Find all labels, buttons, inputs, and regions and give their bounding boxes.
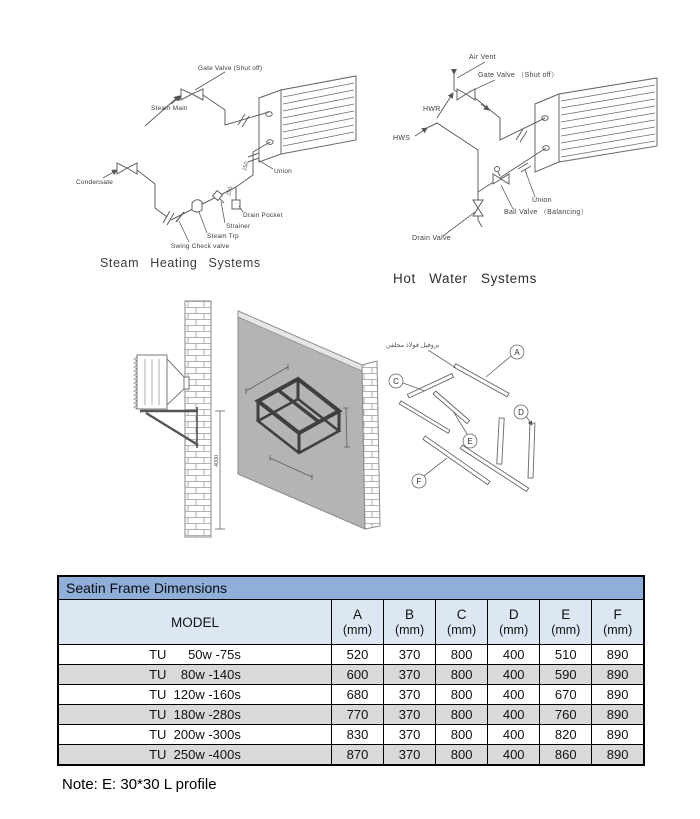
dim-cell: 870 xyxy=(331,745,383,766)
hwr-label: HWR xyxy=(423,106,441,113)
dim-cell: 760 xyxy=(540,705,592,725)
dim-cell: 510 xyxy=(540,645,592,665)
col-letter: A xyxy=(352,607,362,622)
table-title: Seatin Frame Dimensions xyxy=(58,576,644,600)
part-label-c: C xyxy=(393,377,399,386)
dim-cell: 400 xyxy=(488,685,540,705)
model-cell: TU 50w -75s xyxy=(58,645,331,665)
air-vent-label: Air Vent xyxy=(469,54,496,61)
wall-bracket-side-view xyxy=(134,301,225,537)
dim-cell: 890 xyxy=(592,645,644,665)
gate-valve-label: Gate Valve （Shut off） xyxy=(478,72,559,79)
col-letter: B xyxy=(405,607,415,622)
model-cell: TU 180w -280s xyxy=(58,705,331,725)
col-header-e xyxy=(540,600,592,645)
wall-height-dim: 4000 xyxy=(214,454,220,467)
condensate-label: Condensate xyxy=(76,179,114,186)
table-row xyxy=(58,705,644,725)
col-letter: D xyxy=(508,607,519,622)
dim-cell: 800 xyxy=(436,745,488,766)
installation-drawings xyxy=(0,295,700,550)
table-row xyxy=(58,685,644,705)
hot-water-piping-diagram xyxy=(385,40,685,290)
table-header-row xyxy=(58,600,644,645)
dim-cell: 830 xyxy=(331,725,383,745)
steam-diagram-caption: Steam Heating Systems xyxy=(100,256,261,270)
dim-cell: 890 xyxy=(592,705,644,725)
pipe-dim-lower: 250 xyxy=(226,186,235,197)
part-label-f: F xyxy=(416,477,422,486)
col-unit: (mm) xyxy=(447,623,477,637)
dim-cell: 800 xyxy=(436,725,488,745)
dim-cell: 860 xyxy=(540,745,592,766)
frame-on-wall-view xyxy=(238,311,380,529)
dim-cell: 370 xyxy=(384,705,436,725)
col-header-b xyxy=(384,600,436,645)
col-header-c xyxy=(436,600,488,645)
dim-cell: 890 xyxy=(592,685,644,705)
dim-cell: 370 xyxy=(384,665,436,685)
dim-cell: 890 xyxy=(592,665,644,685)
dim-cell: 370 xyxy=(384,645,436,665)
arabic-profile-note: بروفيل فولاذ مجلفن xyxy=(386,342,440,349)
dim-cell: 820 xyxy=(540,725,592,745)
dim-cell: 890 xyxy=(592,725,644,745)
dim-cell: 670 xyxy=(540,685,592,705)
col-header-model: MODEL xyxy=(58,600,331,645)
table-row xyxy=(58,665,644,685)
table-row xyxy=(58,725,644,745)
drain-valve-label: Drain Valve xyxy=(412,235,451,242)
part-label-a: A xyxy=(514,348,520,357)
col-unit: (mm) xyxy=(499,623,529,637)
col-header-a xyxy=(331,600,383,645)
col-header-d xyxy=(488,600,540,645)
dim-cell: 680 xyxy=(331,685,383,705)
unit-heater-drawing xyxy=(259,76,356,162)
dim-cell: 370 xyxy=(384,685,436,705)
col-unit: (mm) xyxy=(551,623,581,637)
dim-cell: 600 xyxy=(331,665,383,685)
dim-cell: 400 xyxy=(488,665,540,685)
col-unit: (mm) xyxy=(342,623,373,637)
dim-cell: 520 xyxy=(331,645,383,665)
dim-cell: 800 xyxy=(436,665,488,685)
dim-cell: 590 xyxy=(540,665,592,685)
model-cell: TU 80w -140s xyxy=(58,665,331,685)
dim-cell: 400 xyxy=(488,645,540,665)
dim-cell: 770 xyxy=(331,705,383,725)
col-unit: (mm) xyxy=(394,623,425,637)
hot-water-diagram-caption: Hot Water Systems xyxy=(393,271,537,286)
steam-piping-diagram xyxy=(75,40,375,280)
col-unit: (mm) xyxy=(603,623,633,637)
steam-main-label: Steam Main xyxy=(151,105,188,112)
strainer-label: Strainer xyxy=(226,223,251,230)
col-header-f xyxy=(592,600,644,645)
swing-check-label: Swing Check valve xyxy=(171,243,230,250)
drain-pocket-label: Drain Pocket xyxy=(243,212,283,219)
gate-valve-label: Gate Valve (Shut off) xyxy=(198,65,263,72)
dim-cell: 370 xyxy=(384,745,436,766)
hws-label: HWS xyxy=(393,135,411,142)
steam-trap-label: Steam Trp xyxy=(207,233,239,240)
col-letter: F xyxy=(613,607,622,622)
table-row xyxy=(58,645,644,665)
dim-cell: 800 xyxy=(436,685,488,705)
model-cell: TU 250w -400s xyxy=(58,745,331,766)
model-cell: TU 200w -300s xyxy=(58,725,331,745)
steam-supply-pipe xyxy=(145,72,269,127)
dim-cell: 400 xyxy=(488,745,540,766)
col-letter: E xyxy=(561,607,571,622)
model-cell: TU 120w -160s xyxy=(58,685,331,705)
dim-cell: 400 xyxy=(488,705,540,725)
union-label: Union xyxy=(532,197,552,204)
pipe-dim-upper: 250 xyxy=(242,161,251,172)
profile-note: Note: E: 30*30 L profile xyxy=(62,776,217,793)
exploded-parts-drawing xyxy=(386,341,535,491)
table-title-row xyxy=(58,576,644,600)
ball-valve-label: Ball Valve （Balancing） xyxy=(504,209,588,216)
unit-heater-drawing xyxy=(535,78,657,172)
part-label-e: E xyxy=(467,437,473,446)
dim-cell: 890 xyxy=(592,745,644,766)
dim-cell: 400 xyxy=(488,725,540,745)
dim-cell: 800 xyxy=(436,645,488,665)
union-label: Union xyxy=(274,168,292,175)
col-letter: C xyxy=(456,607,467,622)
part-label-d: D xyxy=(518,408,524,417)
table-row xyxy=(58,745,644,766)
seating-frame-dimensions-table xyxy=(57,575,645,766)
dim-cell: 800 xyxy=(436,705,488,725)
dim-cell: 370 xyxy=(384,725,436,745)
